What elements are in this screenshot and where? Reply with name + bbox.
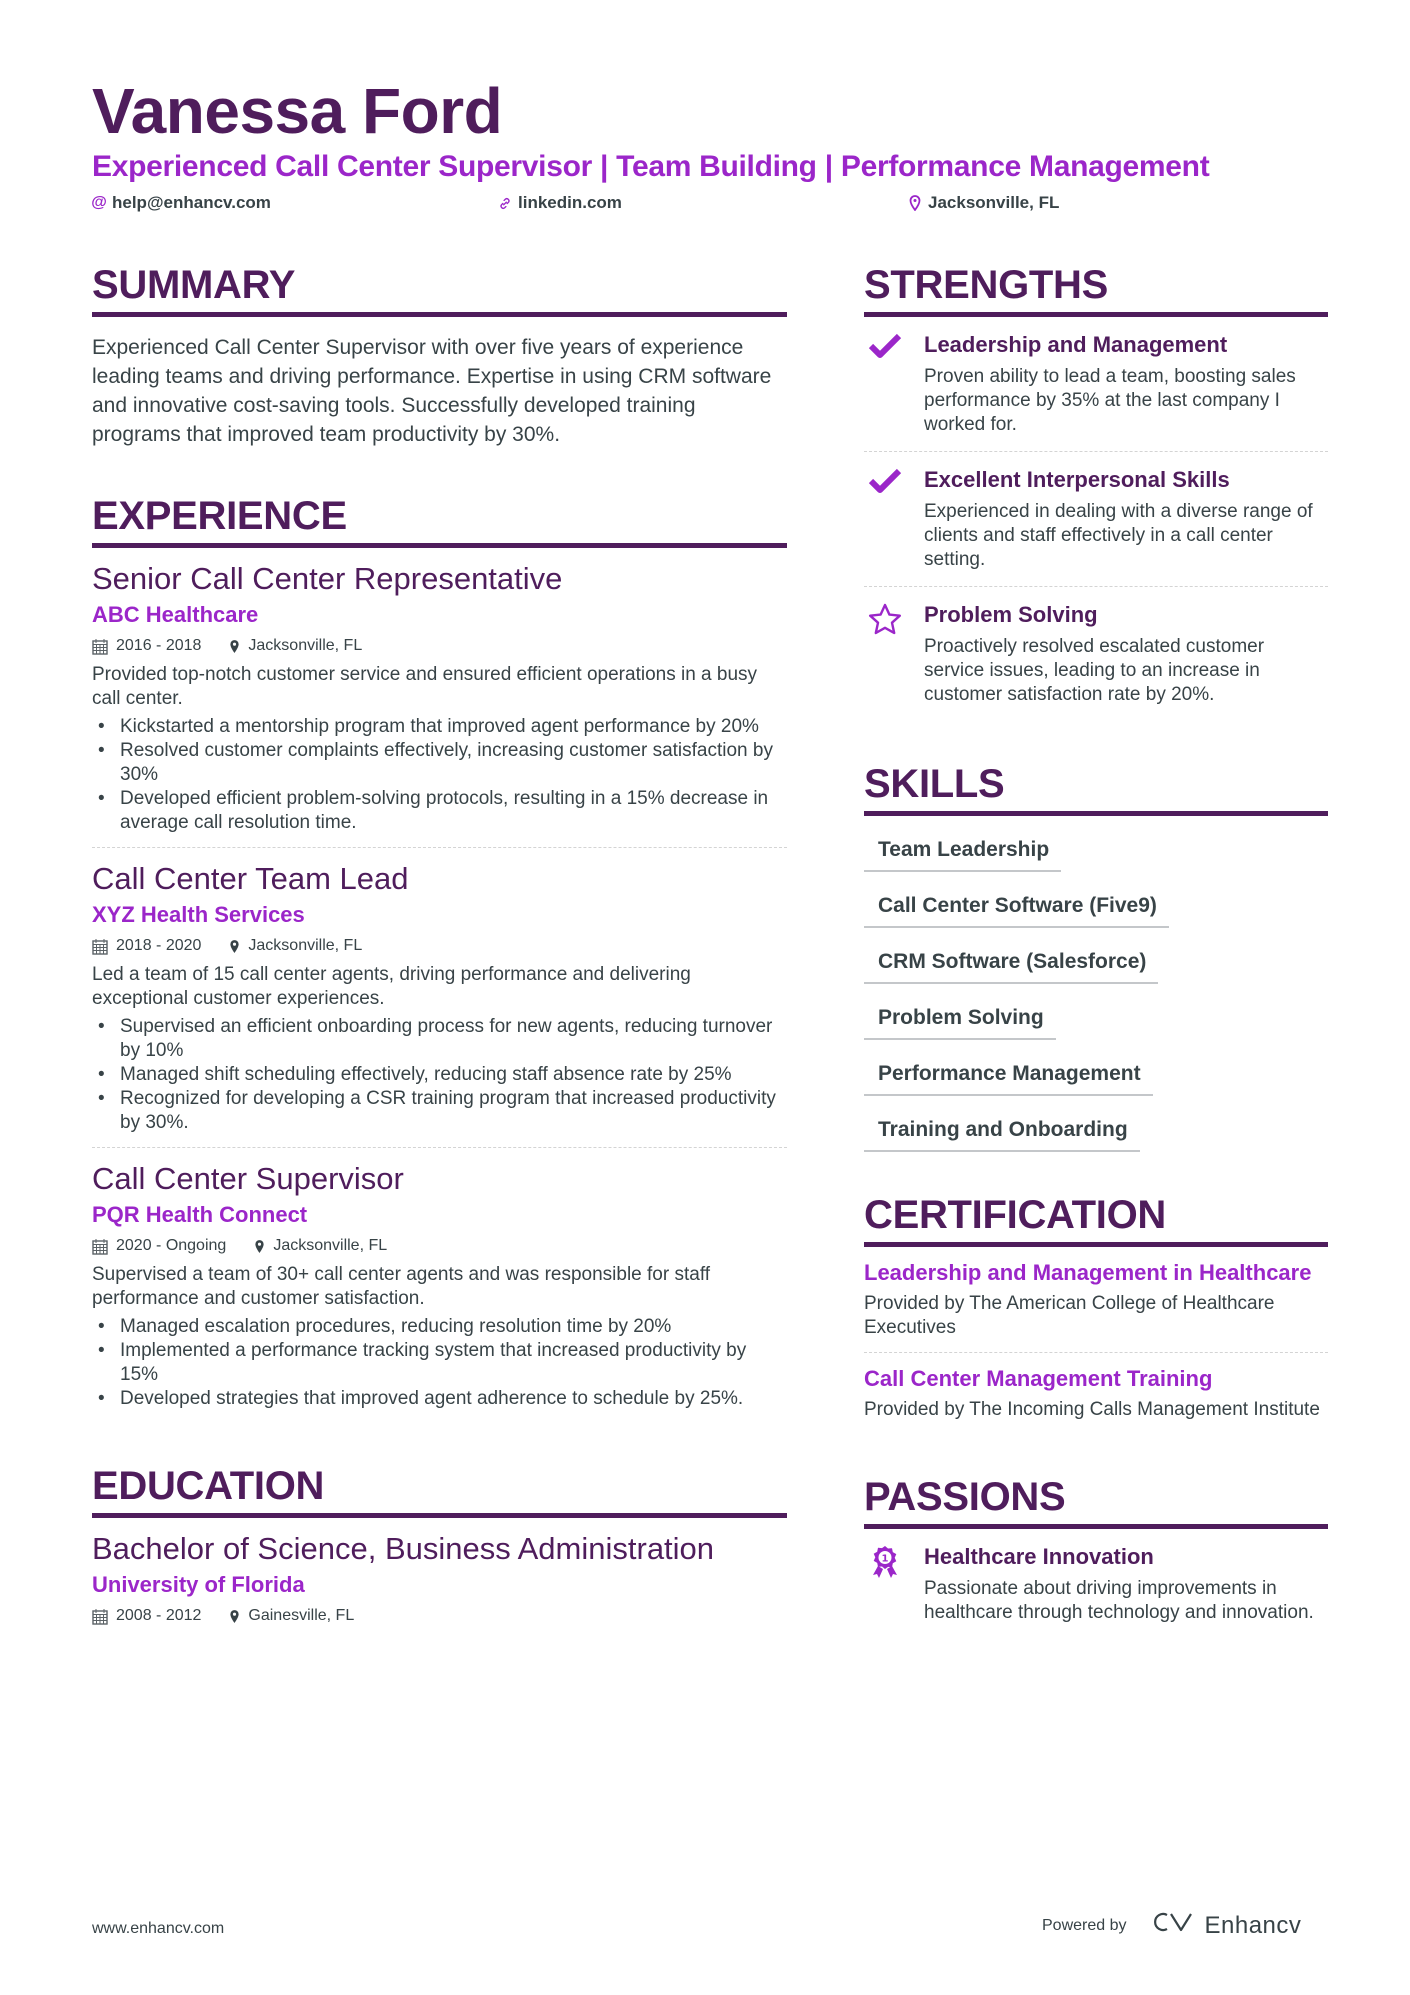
section-title-strengths: STRENGTHS	[864, 262, 1328, 317]
calendar-icon	[92, 1608, 108, 1625]
strength-description: Experienced in dealing with a diverse range of clients and staff effectively in a call center setting.	[924, 501, 1313, 570]
strengths-section	[864, 262, 1328, 721]
education-section	[92, 1463, 787, 1640]
calendar-icon	[92, 1238, 108, 1255]
job-dates: 2020 - Ongoing	[116, 1237, 227, 1254]
link-icon	[498, 196, 512, 211]
contact-email-text: help@enhancv.com	[112, 193, 271, 212]
company-name: XYZ Health Services	[92, 902, 305, 927]
footer-website[interactable]: www.enhancv.com	[92, 1920, 225, 1937]
passions-section	[864, 1474, 1328, 1639]
enhancv-logo[interactable]	[1151, 1910, 1302, 1941]
company-name: PQR Health Connect	[92, 1202, 308, 1227]
enhancv-logo-icon	[1151, 1910, 1195, 1941]
bullet-item: • Implemented a performance tracking system that increased productivity by 15%	[92, 1339, 787, 1387]
bullet-item: • Kickstarted a mentorship program that improved agent performance by 20%	[92, 715, 787, 739]
skill-tag: Training and Onboarding	[864, 1110, 1140, 1152]
experience-item	[92, 848, 787, 1148]
strength-title: Leadership and Management	[924, 332, 1228, 357]
experience-item	[92, 548, 787, 848]
award-ribbon-icon	[864, 1543, 906, 1625]
job-title: Call Center Team Lead	[92, 861, 409, 896]
passion-title: Healthcare Innovation	[924, 1544, 1154, 1569]
certification-item	[864, 1353, 1328, 1434]
strength-description: Proven ability to lead a team, boosting sales performance by 35% at the last company I worked for.	[924, 366, 1296, 435]
calendar-icon	[92, 938, 108, 955]
contact-linkedin[interactable]	[498, 193, 622, 213]
education-location: Gainesville, FL	[248, 1607, 355, 1624]
strength-item	[864, 317, 1328, 452]
experience-item	[92, 1148, 787, 1423]
bullet-item: • Developed efficient problem-solving protocols, resulting in a 15% decrease in average call resolution time.	[92, 787, 787, 835]
certification-section	[864, 1192, 1328, 1434]
job-bullets	[92, 1015, 787, 1135]
job-meta	[92, 934, 787, 958]
contact-location	[908, 193, 1059, 213]
skill-tag: Call Center Software (Five9)	[864, 886, 1169, 928]
skills-section	[864, 761, 1328, 1152]
contact-location-text: Jacksonville, FL	[928, 193, 1060, 212]
strength-title: Problem Solving	[924, 602, 1098, 627]
certification-provider: Provided by The Incoming Calls Management Institute	[864, 1399, 1320, 1420]
education-dates: 2008 - 2012	[116, 1607, 202, 1624]
passion-item	[864, 1529, 1328, 1639]
section-title-summary: SUMMARY	[92, 262, 787, 317]
skill-tag: Problem Solving	[864, 998, 1056, 1040]
calendar-icon	[92, 638, 108, 655]
education-meta	[92, 1604, 787, 1628]
svg-text:1: 1	[881, 1553, 889, 1565]
bullet-item: • Recognized for developing a CSR training program that increased productivity by 30%.	[92, 1087, 787, 1135]
bullet-item: • Supervised an efficient onboarding process for new agents, reducing turnover by 10%	[92, 1015, 787, 1063]
job-description: Supervised a team of 30+ call center agents and was responsible for staff performance and customer satisfaction.	[92, 1264, 711, 1309]
summary-text: Experienced Call Center Supervisor with over five years of experience leading teams and driving performance. Expertise in using CRM software and innovative cost-saving tools. Successfully developed training programs that improved team productivity by 30%.	[92, 336, 772, 446]
certification-title: Call Center Management Training	[864, 1366, 1213, 1391]
company-name: ABC Healthcare	[92, 602, 259, 627]
school-name: University of Florida	[92, 1572, 305, 1597]
job-description: Provided top-notch customer service and ensured efficient operations in a busy call center.	[92, 664, 758, 709]
job-dates: 2016 - 2018	[116, 637, 202, 654]
job-dates: 2018 - 2020	[116, 937, 202, 954]
job-meta	[92, 1234, 787, 1258]
strength-title: Excellent Interpersonal Skills	[924, 467, 1230, 492]
strength-description: Proactively resolved escalated customer service issues, leading to an increase in customer satisfaction rate by 20%.	[924, 636, 1265, 705]
location-pin-icon	[229, 639, 240, 654]
job-location: Jacksonville, FL	[273, 1237, 388, 1254]
section-title-passions: PASSIONS	[864, 1474, 1328, 1529]
job-description: Led a team of 15 call center agents, driving performance and delivering exceptional customer experiences.	[92, 964, 691, 1009]
certification-provider: Provided by The American College of Healthcare Executives	[864, 1293, 1275, 1338]
bullet-item: • Developed strategies that improved agent adherence to schedule by 25%.	[92, 1387, 787, 1411]
headline: Experienced Call Center Supervisor | Team Building | Performance Management	[92, 150, 1210, 183]
skill-tag: CRM Software (Salesforce)	[864, 942, 1158, 984]
powered-by-label: Powered by	[1042, 1916, 1127, 1934]
experience-section	[92, 493, 787, 1423]
bullet-item: • Managed shift scheduling effectively, reducing staff absence rate by 25%	[92, 1063, 787, 1087]
candidate-name: Vanessa Ford	[92, 75, 503, 147]
job-location: Jacksonville, FL	[248, 637, 363, 654]
star-icon	[864, 601, 906, 707]
contact-linkedin-text: linkedin.com	[518, 193, 622, 212]
education-item	[92, 1518, 787, 1640]
location-pin-icon	[254, 1239, 265, 1254]
job-meta	[92, 634, 787, 658]
strength-item	[864, 587, 1328, 721]
checkmark-icon	[864, 466, 906, 572]
job-location: Jacksonville, FL	[248, 937, 363, 954]
certification-item	[864, 1247, 1328, 1353]
bullet-item: • Resolved customer complaints effectively, increasing customer satisfaction by 30%	[92, 739, 787, 787]
summary-section	[92, 262, 787, 449]
location-pin-icon	[229, 939, 240, 954]
degree: Bachelor of Science, Business Administration	[92, 1531, 715, 1566]
right-column	[864, 262, 1328, 1683]
section-title-education: EDUCATION	[92, 1463, 787, 1518]
job-bullets	[92, 1315, 787, 1411]
checkmark-icon	[864, 331, 906, 437]
section-title-certification: CERTIFICATION	[864, 1192, 1328, 1247]
skills-list	[864, 830, 1328, 1152]
footer-branding	[1042, 1910, 1301, 1941]
bullet-item: • Managed escalation procedures, reducing resolution time by 20%	[92, 1315, 787, 1339]
section-title-skills: SKILLS	[864, 761, 1328, 816]
job-title: Call Center Supervisor	[92, 1161, 404, 1196]
strength-item	[864, 452, 1328, 587]
certification-title: Leadership and Management in Healthcare	[864, 1260, 1312, 1285]
location-pin-icon	[229, 1609, 240, 1624]
job-title: Senior Call Center Representative	[92, 561, 563, 596]
at-icon: @	[91, 194, 107, 211]
left-column	[92, 262, 787, 1684]
brand-name: Enhancv	[1204, 1911, 1302, 1939]
passion-description: Passionate about driving improvements in healthcare through technology and innovation.	[924, 1578, 1314, 1623]
job-bullets	[92, 715, 787, 835]
section-title-experience: EXPERIENCE	[92, 493, 787, 548]
location-pin-icon	[908, 195, 922, 211]
skill-tag: Team Leadership	[864, 830, 1061, 872]
skill-tag: Performance Management	[864, 1054, 1153, 1096]
contact-email[interactable]	[92, 193, 271, 213]
